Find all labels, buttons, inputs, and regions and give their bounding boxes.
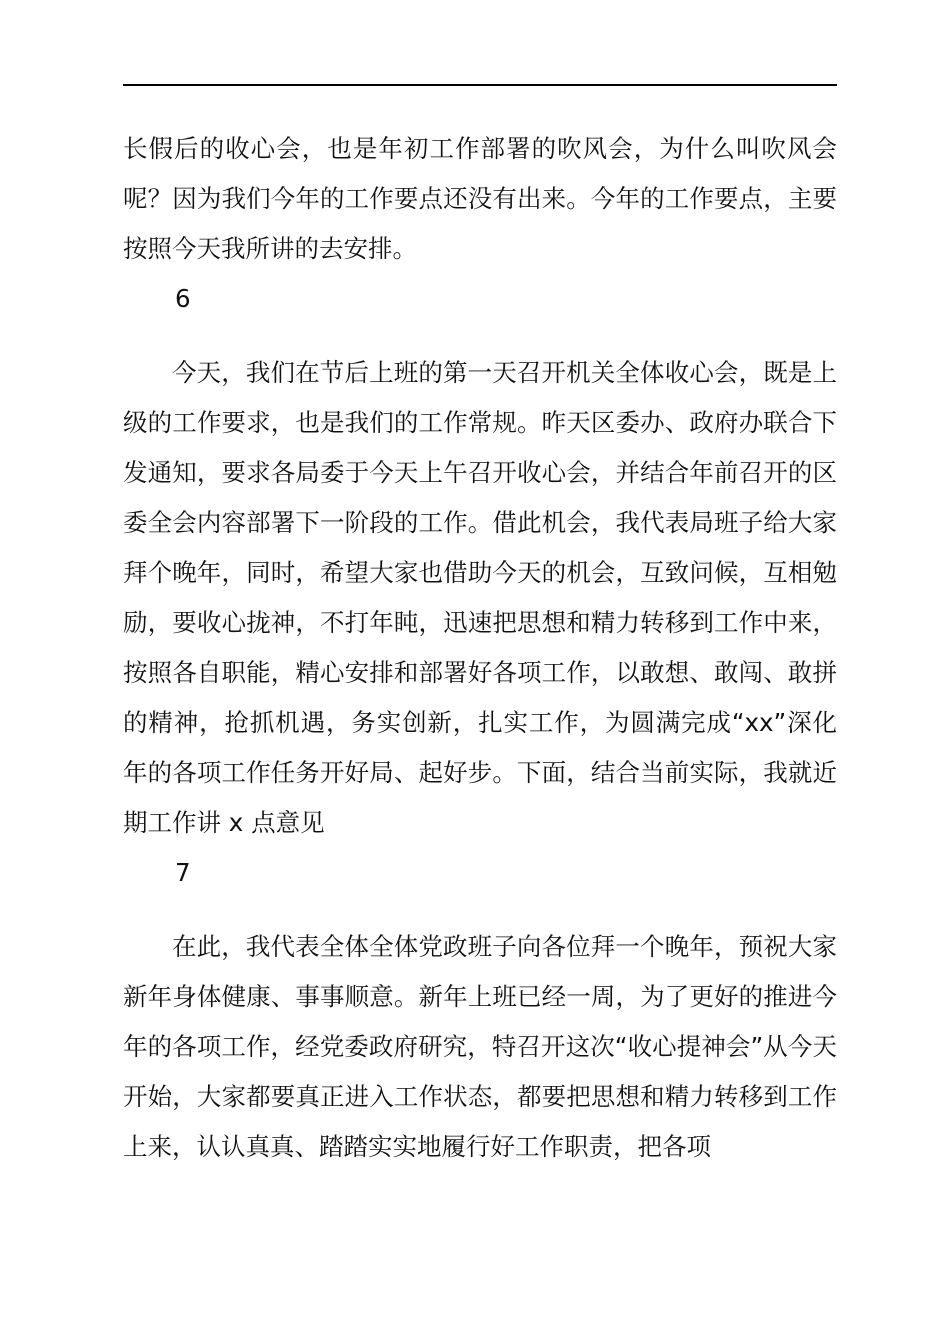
document-body [123,124,837,1172]
paragraph-section-6: 今天，我们在节后上班的第一天召开机关全体收心会，既是上级的工作要求，也是我们的工作常规。昨天区委办、政府办联合下发通知，要求各局委于今天上午召开收心会，并结合年前召开的区委全会内容部署下一阶段的工作。借此机会，我代表局班子给大家拜个晚年，同时，希望大家也借助今天的机会，互致问候，互相勉励，要收心拢神，不打年盹，迅速把思想和精力转移到工作中来，按照各自职能，精心安排和部署好各项工作，以敢想、敢闯、敢拼的精神，抢抓机遇，务实创新，扎实工作，为圆满完成“xx”深化年的各项工作任务开好局、起好步。下面，结合当前实际，我就近期工作讲 x 点意见 [123,358,837,837]
section-number-7: 7 [175,858,191,887]
section-number-6: 6 [175,284,191,313]
header-rule [123,84,837,86]
paragraph-intro-continued: 长假后的收心会，也是年初工作部署的吹风会，为什么叫吹风会呢？因为我们今年的工作要点还没有出来。今年的工作要点，主要按照今天我所讲的去安排。 [123,134,837,263]
paragraph-section-7: 在此，我代表全体全体党政班子向各位拜一个晚年，预祝大家新年身体健康、事事顺意。新年上班已经一周，为了更好的推进今年的各项工作，经党委政府研究，特召开这次“收心提神会”从今天开始，大家都要真正进入工作状态，都要把思想和精力转移到工作上来，认认真真、踏踏实实地履行好工作职责，把各项 [123,932,837,1161]
